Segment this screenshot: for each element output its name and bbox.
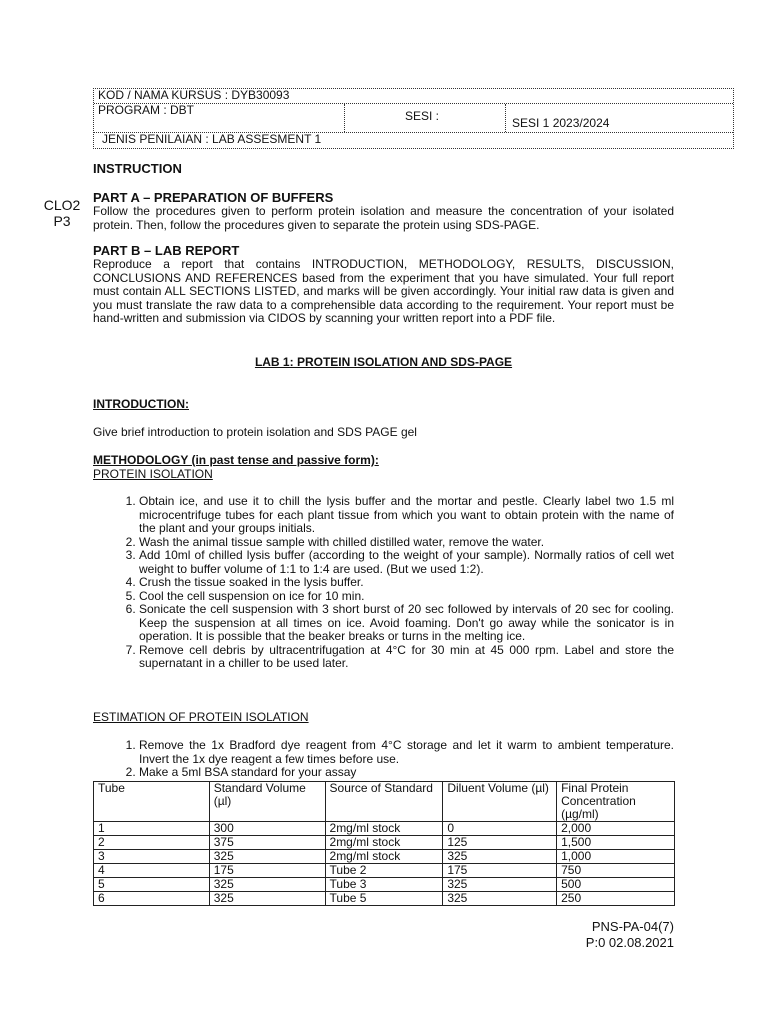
table-row [94,878,675,892]
lab-title: LAB 1: PROTEIN ISOLATION AND SDS-PAGE [254,355,513,369]
estimation-steps [93,739,674,780]
table-cell: 2mg/ml stock [325,836,443,850]
table-cell: 2 [94,836,210,850]
table-cell: 2mg/ml stock [325,822,443,836]
part-a-text: Follow the procedures given to perform protein isolation and measure the concentration of your isolated protein. Then, follow the procedures given to separate the protein using SDS-PAGE. [93,204,674,232]
protein-isolation-steps [93,495,674,671]
table-cell: 325 [209,850,325,864]
instruction-title: INSTRUCTION [93,161,182,176]
header-tube: Tube [94,782,210,822]
clo-level: P3 [53,213,71,229]
table-cell: 175 [443,864,557,878]
estimation-title: ESTIMATION OF PROTEIN ISOLATION [93,710,309,724]
form-code: PNS-PA-04(7) [591,919,674,934]
course-code: KOD / NAMA KURSUS : DYB30093 [98,88,290,102]
introduction-text: Give brief introduction to protein isolation and SDS PAGE gel [93,425,417,439]
list-item: 3. Add 10ml of chilled lysis buffer (according to the weight of your sample). Normally ratios of cell wet weight to buffer volume of 1:1 to 1:4 are used. (But we used 1:2). [139,549,674,576]
table-cell: 325 [443,878,557,892]
table-row [94,850,675,864]
clo-label [40,197,84,229]
table-row [94,892,675,906]
header-diluent-volume: Diluent Volume (µl) [443,782,557,822]
table-cell: 325 [209,878,325,892]
course-header-box [93,88,734,149]
part-b-text: Reproduce a report that contains INTRODUCTION, METHODOLOGY, RESULTS, DISCUSSION, CONCLUSIONS AND REFERENCES based from the experiment that you have simulated. Your full report must contain ALL SECTIONS LISTED, and marks will be given accordingly. Your initial raw data is given and you must translate the raw data to a comprehensible data according to the requirement. Your report must be hand-written and submission via CIDOS by scanning your written report into a PDF file. [93,257,674,325]
table-cell: 325 [443,892,557,906]
list-item: 1. Obtain ice, and use it to chill the lysis buffer and the mortar and pestle. Clearly label two 1.5 ml microcentrifuge tubes for each plant tissue from which you want to obtain protein with the name of the plant and your groups initials. [139,495,674,536]
list-item: 4. Crush the tissue soaked in the lysis buffer. [139,576,674,590]
header-source: Source of Standard [325,782,443,822]
table-cell: 3 [94,850,210,864]
header-row-program [94,104,733,133]
bsa-standard-table [93,781,675,906]
assessment-type: JENIS PENILAIAN : LAB ASSESMENT 1 [102,132,322,146]
header-final-concentration: Final Protein Concentration (µg/ml) [557,782,675,822]
document-footer [586,919,674,951]
table-cell: 4 [94,864,210,878]
methodology-title: METHODOLOGY (in past tense and passive form): [93,453,379,467]
table-cell: 5 [94,878,210,892]
clo-code: CLO2 [43,197,81,213]
table-cell: 325 [443,850,557,864]
table-cell: 1 [94,822,210,836]
table-cell: 300 [209,822,325,836]
list-item: 2. Wash the animal tissue sample with chilled distilled water, remove the water. [139,536,674,550]
table-cell: 500 [557,878,675,892]
introduction-title: INTRODUCTION: [93,397,189,411]
table-header-row [94,782,675,822]
table-cell: 1,500 [557,836,675,850]
header-standard-volume: Standard Volume (µl) [209,782,325,822]
table-cell: Tube 2 [325,864,443,878]
revision-date: P:0 02.08.2021 [585,935,674,950]
table-cell: 2,000 [557,822,675,836]
table-cell: 1,000 [557,850,675,864]
table-row [94,836,675,850]
table-cell: 375 [209,836,325,850]
table-row [94,822,675,836]
table-cell: 175 [209,864,325,878]
list-item: 5. Cool the cell suspension on ice for 10 min. [139,590,674,604]
header-row-course [94,89,733,104]
table-cell: 2mg/ml stock [325,850,443,864]
header-row-assessment [94,133,733,148]
sesi-label: SESI : [345,104,506,132]
program-label: PROGRAM : DBT [94,104,345,132]
list-item: 2. Make a 5ml BSA standard for your assay [139,766,674,780]
list-item: 7. Remove cell debris by ultracentrifugation at 4°C for 30 min at 45 000 rpm. Label and store the supernatant in a chiller to be used later. [139,644,674,671]
table-cell: 325 [209,892,325,906]
list-item: 1. Remove the 1x Bradford dye reagent from 4°C storage and let it warm to ambient temperature. Invert the 1x dye reagent a few times before use. [139,739,674,766]
list-item: 6. Sonicate the cell suspension with 3 short burst of 20 sec followed by intervals of 20 sec for cooling. Keep the suspension at all times on ice. Avoid foaming. Don't go away while the sonicator is in operation. It is possible that the beaker breaks or turns in the melting ice. [139,603,674,644]
table-cell: 0 [443,822,557,836]
table-row [94,864,675,878]
table-cell: 6 [94,892,210,906]
part-b-title: PART B – LAB REPORT [93,243,240,258]
sesi-value: SESI 1 2023/2024 [512,116,610,130]
protein-isolation-title: PROTEIN ISOLATION [93,467,213,481]
part-a-title: PART A – PREPARATION OF BUFFERS [93,190,334,205]
table-cell: 250 [557,892,675,906]
table-cell: Tube 3 [325,878,443,892]
table-cell: Tube 5 [325,892,443,906]
table-cell: 125 [443,836,557,850]
table-cell: 750 [557,864,675,878]
